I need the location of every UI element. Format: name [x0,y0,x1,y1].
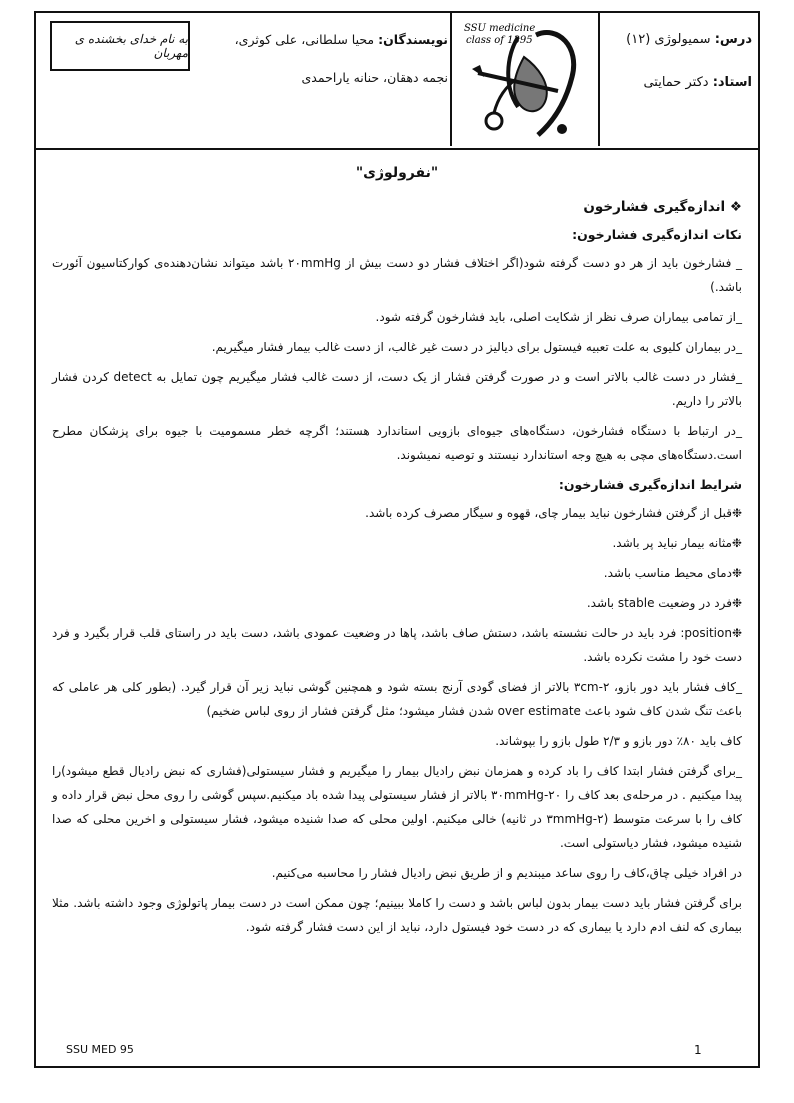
condition-item: ❉مثانه بیمار نباید پر باشد. [612,536,742,550]
ssu-medicine-emblem-icon [458,17,590,143]
document-title: "نفرولوژی" [355,165,439,181]
subheading-conditions: شرایط اندازه‌گیری فشارخون: [558,477,742,492]
course-block [612,31,752,117]
authors-line-1: نویسندگان: محیا سلطانی، علی کوثری، [234,32,448,47]
paragraph: _فشار در دست غالب بالاتر است و در صورت گرفتن فشار از یک دست، از دست غالب فشار میگیریم چون تمایل به detect کردن فشار بالاتر را داریم. [52,370,742,408]
header-divider-left [450,13,452,146]
authors-block [194,31,448,87]
section-heading: ❖ اندازه‌گیری فشارخون [583,199,742,215]
condition-item: ❉دمای محیط مناسب باشد. [603,566,742,580]
bismillah-box [50,21,190,71]
page-frame [34,11,760,1068]
condition-item: ❉position: فرد باید در حالت نشسته باشد، دستش صاف باشد، پاها در وضعیت عمودی باشد، دست باید در راستای قلب قرار بگیرد و فرد دست خود را مشت نکرده باشد. [52,626,742,664]
course-line: درس: سمیولوژی (۱۲) [626,32,752,47]
authors-line-2: نجمه دهقان، حنانه یاراحمدی [301,70,448,85]
paragraph: _ فشارخون باید از هر دو دست گرفته شود(اگر اختلاف فشار دو دست بیش از ۲۰mmHg باشد میتواند نشان‌دهنده‌ی کوارکتاسیون آئورت باشد.) [52,256,742,294]
paragraph: _کاف فشار باید دور بازو، ۲-۳cm بالاتر از فضای گودی آرنج بسته شود و همچنین گوشی نباید زیر آن قرار گیرد. (بطور کلی هر عاملی که باعث تنگ شدن کاف شود باعث over estimate شدن فشار میشود؛ مثل گرفتن فشار از روی لباس ضخیم) [52,680,742,718]
paragraph: برای گرفتن فشار باید دست بیمار بدون لباس باشد و دست را کاملا ببینیم؛ چون ممکن است در دست بیمار پاتولوژی وجود داشته باشد. مثلا بیماری که لنف ادم دارد یا بیماری که در دست خود فیستول دارد، نباید از این دست فشار گرفته شود. [52,896,742,934]
emblem-text-line1: SSU medicine [464,23,536,34]
paragraph: در افراد خیلی چاق،کاف را روی ساعد میبندیم و از طریق نبض رادیال فشار را محاسبه می‌کنیم. [271,866,742,880]
paragraph: _از تمامی بیماران صرف نظر از شکایت اصلی، باید فشارخون گرفته شود. [375,310,742,324]
condition-item: ❉قبل از گرفتن فشارخون نباید بیمار چای، قهوه و سیگار مصرف کرده باشد. [365,506,742,520]
paragraph: _برای گرفتن فشار ابتدا کاف را باد کرده و همزمان نبض رادیال بیمار را میگیریم و فشار سیستولی(فشاری که نبض رادیال قطع میشود)را پیدا میکنیم . در مرحله‌ی بعد کاف را ۲۰-۳۰mmHg بالاتر از فشار سیستولی پیدا شده باد میکنیم.سپس گوشی را روی محل نبض قرار داده و کاف را با سرعت متوسط (۲-۳mmHg در ثانیه) خالی میکنیم. اولین محلی که صدا شنیده میشود، فشار سیستولی و اخرین محلی که صدا شنیده میشود، فشار دیاستولی است. [52,764,743,850]
document-body [52,161,742,945]
instructor-line: استاد: دکتر حمایتی [643,75,752,90]
page-header [36,13,758,150]
subheading-tips: نکات اندازه‌گیری فشارخون: [572,227,742,242]
page-number: 1 [694,1043,702,1057]
bismillah-text: به نام خدای بخشنده ی مهربان [74,32,188,60]
paragraph: _در بیماران کلیوی به علت تعبیه فیستول برای دیالیز در دست غیر غالب، از دست غالب بیمار فشار میگیریم. [211,340,742,354]
footer-label: SSU MED 95 [66,1043,134,1056]
emblem-text-line2: class of 1395 [466,35,533,46]
paragraph: _در ارتباط با دستگاه فشارخون، دستگاه‌های جیوه‌ای بازویی استاندارد هستند؛ اگرچه خطر مسمومیت با جیوه برای پزشکان مطرح است.دستگاه‌های مچی به هیچ وجه استاندارد نیستند و توصیه نمیشوند. [52,424,742,462]
paragraph: کاف باید ۸۰٪ دور بازو و ۲/۳ طول بازو را بپوشاند. [495,734,742,748]
header-divider-right [598,13,600,146]
condition-item: ❉فرد در وضعیت stable باشد. [586,596,742,610]
